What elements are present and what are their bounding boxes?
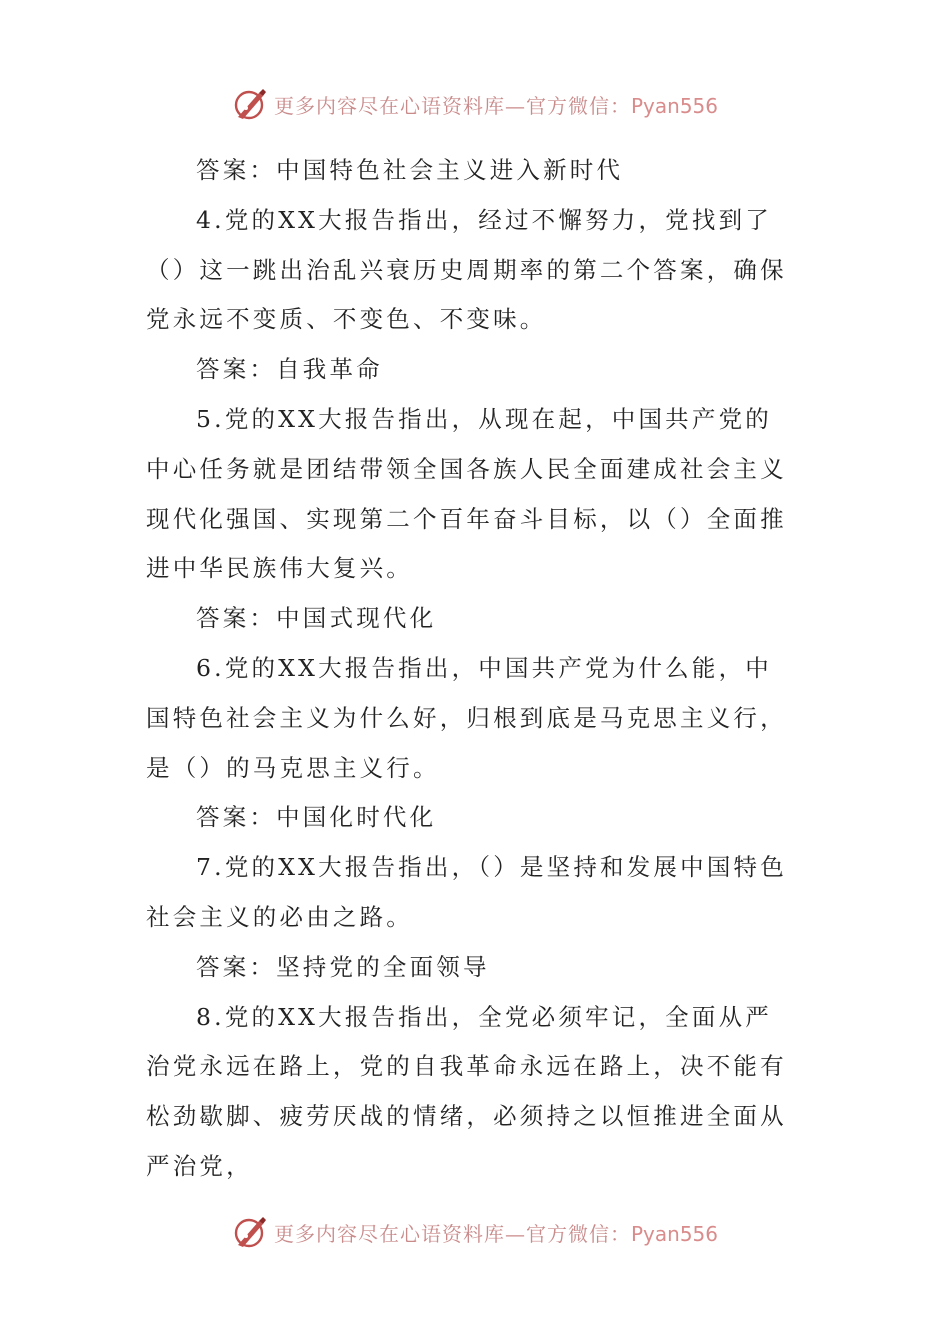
pen-logo-icon xyxy=(232,1214,268,1250)
question-8: 8.党的XX大报告指出，全党必须牢记，全面从严治党永远在路上，党的自我革命永远在路上，决不能有松劲歇脚、疲劳厌战的情绪，必须持之以恒推进全面从严治党， xyxy=(146,1002,787,1180)
footer-watermark xyxy=(0,1212,950,1252)
pen-logo-icon xyxy=(232,86,268,122)
question-6: 6.党的XX大报告指出，中国共产党为什么能，中国特色社会主义为什么好，归根到底是马克思主义行，是（）的马克思主义行。 xyxy=(146,653,787,782)
answer-5: 答案：中国式现代化 xyxy=(196,604,437,633)
document-body xyxy=(146,146,796,1192)
watermark-text: 更多内容尽在心语资料库—官方微信： xyxy=(273,1221,631,1246)
answer-3: 答案：中国特色社会主义进入新时代 xyxy=(196,156,624,184)
answer-7: 答案：坚持党的全面领导 xyxy=(196,952,490,981)
question-5: 5.党的XX大报告指出，从现在起，中国共产党的中心任务就是团结带领全国各族人民全面建成社会主义现代化强国、实现第二个百年奋斗目标，以（）全面推进中华民族伟大复兴。 xyxy=(146,404,787,583)
question-7: 7.党的XX大报告指出，（）是坚持和发展中国特色社会主义的必由之路。 xyxy=(146,853,787,931)
answer-4: 答案：自我革命 xyxy=(196,355,383,384)
watermark-text: 更多内容尽在心语资料库—官方微信： xyxy=(273,93,631,118)
watermark-wechat-id: Pyan556 xyxy=(630,93,718,118)
watermark-wechat-id: Pyan556 xyxy=(630,1221,718,1246)
question-4: 4.党的XX大报告指出，经过不懈努力，党找到了（）这一跳出治乱兴衰历史周期率的第二个答案，确保党永远不变质、不变色、不变味。 xyxy=(146,205,787,334)
answer-6: 答案：中国化时代化 xyxy=(196,803,437,832)
header-watermark xyxy=(0,84,950,124)
